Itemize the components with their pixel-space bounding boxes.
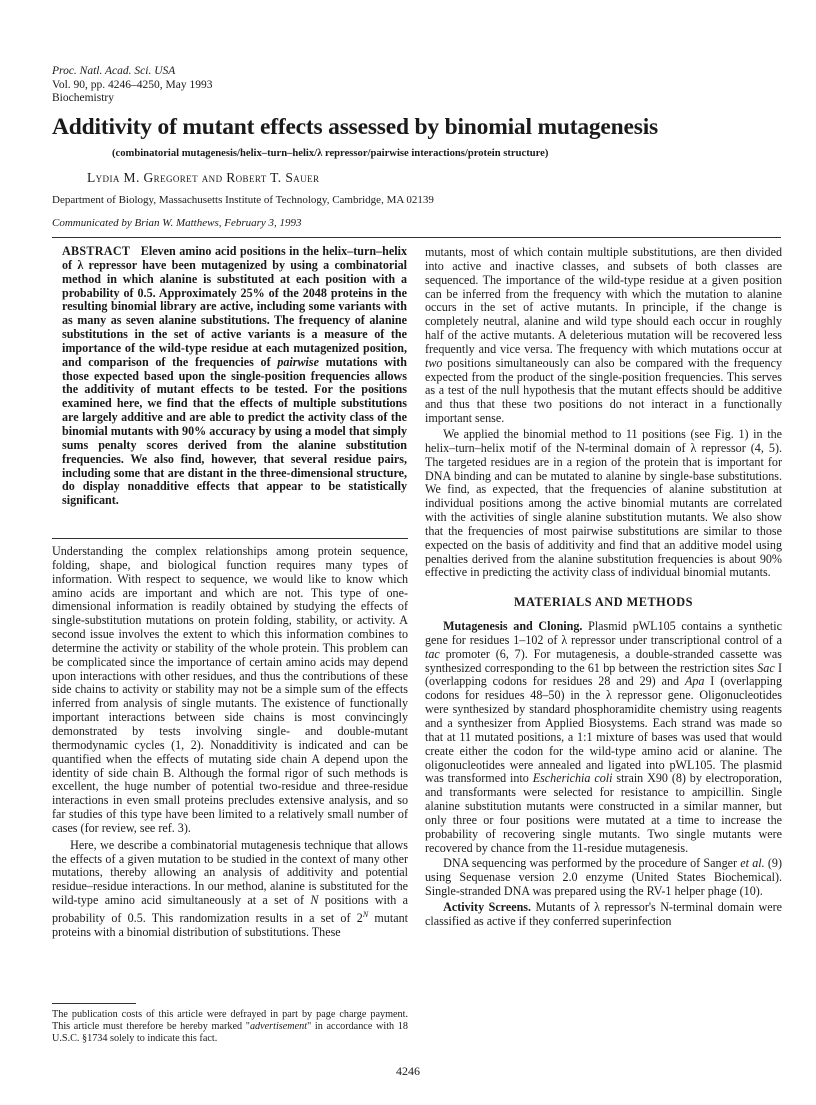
section-name: Biochemistry <box>52 92 114 104</box>
journal-header <box>52 65 212 106</box>
author-last-name: Gregoret <box>143 170 198 185</box>
abstract-divider <box>52 538 408 539</box>
abstract-text: Eleven amino acid positions in the helix–turn–helix of λ repressor have been mutagenized by using a combinatorial method in which alanine is substituted at each position with a probability of 0.5. Approximately 25% of the 2048 proteins in the resulting binomial library are active, including some variants with as many as seven alanine substitutions. The frequency of alanine substitutions in the set of active variants is a measure of the importance of the wild-type residue at each mutagenized position, and comparison of the frequencies of <box>62 244 408 369</box>
author-middle-initial: T. <box>270 170 282 185</box>
author-conjunction: and <box>201 170 223 185</box>
affiliation: Department of Biology, Massachusetts Institute of Technology, Cambridge, MA 02139 <box>52 194 434 206</box>
author-middle-initial: M. <box>123 170 140 185</box>
publication-footnote: The publication costs of this article were defrayed in part by page charge payment. This article must therefore be hereby marked "advertisement" in accordance with 18 U.S.C. §1734 solely to indicate this fact. <box>52 1009 408 1044</box>
abstract-label: ABSTRACT <box>62 244 131 258</box>
abstract-text: mutations with those expected based upon the single-position frequencies allows the additivity of mutant effects to be tested. For the positions examined here, we find that the effects of multiple substitutions are largely additive and are able to predict the activity class of the binomial mutants with 90% accuracy by using a model that simply sums penalty scores derived from the alanine substitution frequencies. We also find, however, that several residue pairs, including some that are distant in the three-dimensional structure, do display nonadditive effects that appear to be statistically significant. <box>62 354 407 508</box>
author-list <box>87 170 319 186</box>
intro-paragraph: We applied the binomial method to 11 positions (see Fig. 1) in the helix–turn–helix motif of the N-terminal domain of λ repressor (4, 5). The targeted residues are in a region of the protein that is important for DNA binding and can be mutated to alanine by single-base substitutions. We find, as expected, that the frequencies of alanine substitution at individual positions among the active binomial mutants are correlated with the activities of single alanine substitution mutants. We also show that the frequencies of most pairwise substitutions are similar to those expected on the basis of additivity and find that an additive model using penalties derived from the alanine substitution frequencies is about 90% effective in predicting the activity class of individual binomial mutants. <box>425 426 782 580</box>
intro-left-column <box>52 545 408 940</box>
section-heading-methods: MATERIALS AND METHODS <box>513 595 694 610</box>
methods-paragraph: Activity Screens. Mutants of λ repressor's N-terminal domain were classified as active if they conferred superinfection <box>425 899 782 928</box>
article-title: Additivity of mutant effects assessed by binomial mutagenesis <box>52 114 658 140</box>
keywords: (combinatorial mutagenesis/helix–turn–helix/λ repressor/pairwise interactions/protein structure) <box>112 148 549 159</box>
intro-paragraph: Understanding the complex relationships among protein sequence, folding, shape, and biological function requires many types of information. With respect to sequence, we would like to know which amino acids are important and which are not. This type of one-dimensional information is readily obtained by studying the effects of single-substitution mutations on protein folding, stability, or activity. A second issue involves the extent to which this information combines to determine the activity or stability of the whole protein. This problem can be complicated since the importance of certain amino acids may depend upon interactions with other residues, and thus the contributions of these side chains to activity or stability may not be a simple sum of the effects inferred from analysis of single mutants. The existence of functionally important interactions between side chains is most convincingly demonstrated by tests involving single- and double-mutant thermodynamic cycles (1, 2). Nonadditivity is indicated and can be quantified when the effects of mutating side chain A depend upon the identity of side chain B. Although the formal rigor of such methods is excellent, the huge number of potential two-residue and three-residue interactions in even small proteins precludes extensive analysis, and so far studies of this type have been limited to a relatively small number of cases (for review, see ref. 3). <box>52 544 408 835</box>
volume-info: Vol. 90, pp. 4246–4250, May 1993 <box>52 78 213 91</box>
abstract <box>62 245 407 508</box>
footnote-divider <box>52 1003 136 1004</box>
page-number: 4246 <box>396 1064 420 1078</box>
intro-right-column <box>425 246 782 929</box>
author-last-name: Sauer <box>285 170 320 185</box>
journal-name: Proc. Natl. Acad. Sci. USA <box>52 65 176 77</box>
author-first-name: Robert <box>226 170 267 185</box>
methods-paragraph: Mutagenesis and Cloning. Plasmid pWL105 contains a synthetic gene for residues 1–102 of λ repressor under transcriptional control of a tac promoter (6, 7). For mutagenesis, a double-stranded cassette was synthesized corresponding to the 61 bp between the restriction sites Sac I (overlapping codons for residues 28 and 29) and Apa I (overlapping codons for residues 48–50) in the λ repressor gene. Oligonucleotides were synthesized by standard phosphoramidite chemistry using reagents and a synthesizer from Applied Biosystems. Each strand was made so that at 11 mutated positions, a 1:1 mixture of bases was used that would create either the codon for the wild-type amino acid or alanine. The oligonucleotides were annealed and ligated into pWL105. The plasmid was transformed into Escherichia coli strain X90 (8) by electroporation, and transformants were selected for resistance to ampicillin. Single alanine substitution mutants were constructed in a similar manner, but only three or four positions were mutated at a time to increase the probability of recovering single mutants. Two single mutants were recovered by chance from the 11-residue mutagenesis. <box>425 619 782 855</box>
methods-paragraph: DNA sequencing was performed by the procedure of Sanger et al. (9) using Sequenase version 2.0 enzyme (United States Biochemical). Single-stranded DNA was prepared using the RV-1 helper phage (10). <box>425 856 783 899</box>
author-first-name: Lydia <box>87 170 120 185</box>
intro-paragraph: Here, we describe a combinatorial mutagenesis technique that allows the effects of a given mutation to be studied in the context of many other mutations, thereby allowing an analysis of additivity and potential residue–residue interactions. In our method, alanine is substituted for the wild-type amino acid simultaneously at a set of N positions with a probability of 0.5. This randomization results in a set of $2^N$ mutant proteins with a binomial distribution of substitutions. These <box>52 837 408 939</box>
communicated-by: Communicated by Brian W. Matthews, February 3, 1993 <box>52 217 302 229</box>
header-divider <box>52 237 781 238</box>
intro-paragraph: mutants, most of which contain multiple substitutions, are then divided into active and inactive classes, and subsets of both classes are sequenced. The importance of the wild-type residue at a given position can be inferred from the frequency with which the mutation to alanine occurs in the set of active mutants. In principle, if the change is completely neutral, alanine and wild type should each occur in roughly half of the active mutants. A deleterious mutation will be recovered less frequently and vice versa. The frequency with which mutations occur at two positions simultaneously can also be compared with the frequency expected from the product of the single-position frequencies. This serves as a test of the null hypothesis that the mutant effects should be additive and thus that these two positions do not interact in a functionally important sense. <box>425 245 782 426</box>
abstract-emphasis: pairwise <box>277 354 319 369</box>
